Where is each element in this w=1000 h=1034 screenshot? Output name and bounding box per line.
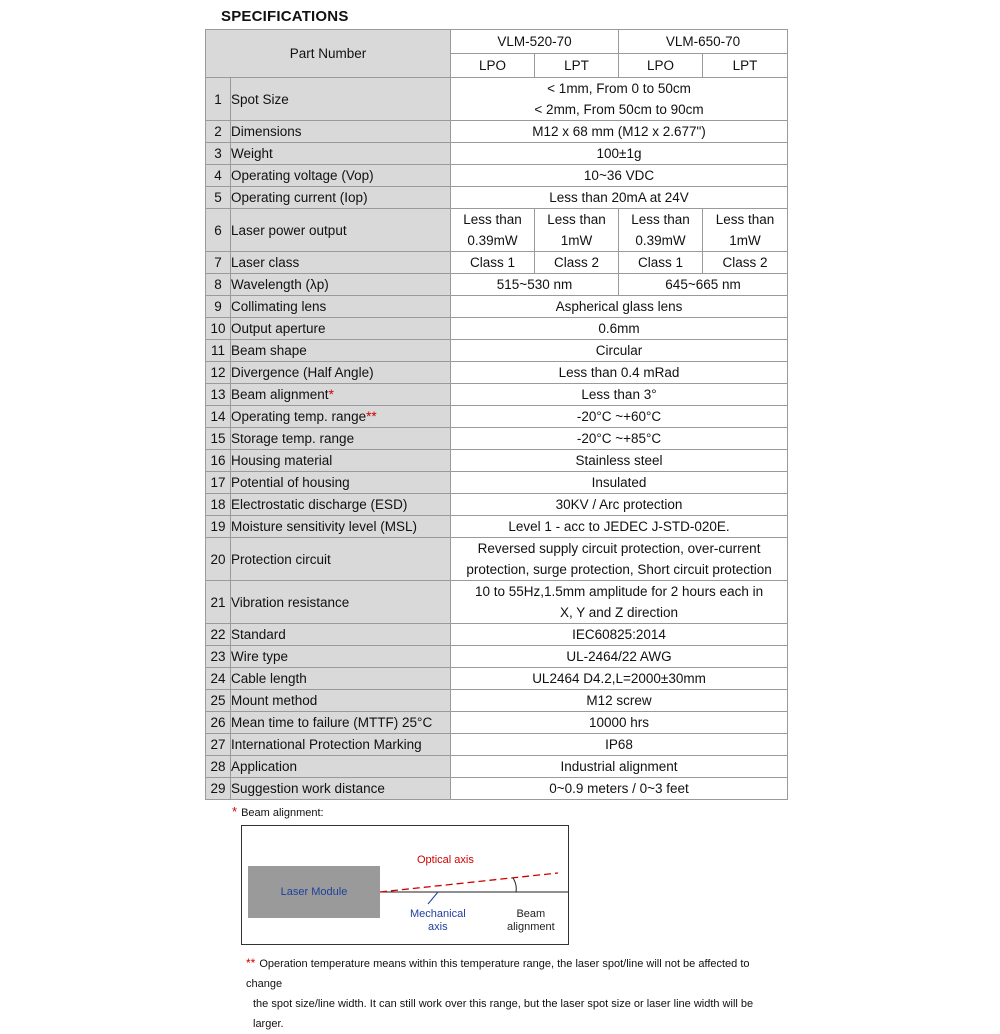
row-label [231,187,451,209]
mechanical-axis-label-line: Mechanical [410,908,466,920]
part-number-header: Part Number [206,30,451,78]
row-value: 100±1g [451,143,788,165]
spec-row [206,78,788,121]
row-number: 4 [206,165,231,187]
row-value: -20°C ~+85°C [451,428,788,450]
spec-row [206,384,788,406]
row-value [451,538,788,581]
row-label [231,296,451,318]
note-mark: ** [246,956,256,970]
row-label-text: Storage temp. range [231,431,355,446]
row-value-cell: Class 2 [703,252,788,274]
row-value: 10000 hrs [451,712,788,734]
row-number: 5 [206,187,231,209]
row-label [231,778,451,800]
row-label-text: Protection circuit [231,551,331,567]
row-label [231,690,451,712]
spec-row [206,581,788,624]
row-label-text: Wire type [231,649,289,664]
row-value: M12 screw [451,690,788,712]
row-value: UL-2464/22 AWG [451,646,788,668]
spec-row [206,494,788,516]
spec-row [206,406,788,428]
row-label-text: Beam shape [231,343,307,358]
row-value-line: 10 to 55Hz,1.5mm amplitude for 2 hours each in [474,584,764,599]
mechanical-axis-label-line: axis [428,921,448,933]
spec-row [206,428,788,450]
row-value-cell [535,209,619,252]
spec-row [206,340,788,362]
row-value-cell: Class 2 [535,252,619,274]
row-number: 10 [206,318,231,340]
row-value: Industrial alignment [451,756,788,778]
row-value-line: Reversed supply circuit protection, over-current [477,541,761,556]
row-label [231,78,451,121]
row-number: 15 [206,428,231,450]
row-value-line: Less than [715,212,775,227]
spec-row [206,318,788,340]
variant-header: LPT [703,54,788,78]
row-label [231,516,451,538]
spec-row [206,516,788,538]
row-value: UL2464 D4.2,L=2000±30mm [451,668,788,690]
row-label [231,450,451,472]
row-label-text: Mount method [231,693,318,708]
footnote-mark: * [328,387,334,402]
spec-table [205,29,788,800]
row-number: 6 [206,209,231,252]
row-number: 7 [206,252,231,274]
row-label [231,318,451,340]
spec-row [206,252,788,274]
row-number: 29 [206,778,231,800]
row-value: Aspherical glass lens [451,296,788,318]
row-label [231,581,451,624]
note-text: the spot size/line width. It can still work over this range, but the laser spot size or laser line width will be larger. [253,998,754,1030]
row-label [231,734,451,756]
row-label-text: Output aperture [231,321,326,336]
row-number: 11 [206,340,231,362]
note-mark: * [232,804,238,819]
row-label-text: Operating temp. range [231,409,367,424]
spec-row [206,668,788,690]
spec-row [206,778,788,800]
beam-alignment-label [507,908,555,934]
optical-axis-label: Optical axis [417,854,474,866]
row-label-text: Potential of housing [231,475,350,490]
row-number: 25 [206,690,231,712]
row-label [231,121,451,143]
row-value: 10~36 VDC [451,165,788,187]
row-value-cell [703,209,788,252]
row-number: 17 [206,472,231,494]
spec-row [206,209,788,252]
row-value-line: 0.39mW [635,233,686,248]
row-number: 23 [206,646,231,668]
spec-row [206,646,788,668]
spec-row [206,121,788,143]
row-label-text: Mean time to failure (MTTF) 25°C [231,715,433,730]
row-label [231,472,451,494]
row-label [231,209,451,252]
row-number: 26 [206,712,231,734]
row-number: 28 [206,756,231,778]
row-label-text: Collimating lens [231,299,327,314]
model-header: VLM-520-70 [451,30,619,54]
row-label-text: Vibration resistance [231,594,350,610]
row-label-text: Wavelength (λp) [231,277,329,292]
row-label-text: Laser class [231,255,300,270]
row-value [451,78,788,121]
row-label [231,252,451,274]
row-label-text: Suggestion work distance [231,781,385,796]
spec-row [206,450,788,472]
row-value-line: 1mW [729,233,761,248]
row-number: 19 [206,516,231,538]
spec-row [206,143,788,165]
row-label-text: Weight [231,146,273,161]
laser-module-block: Laser Module [248,866,380,918]
row-label [231,384,451,406]
row-value-line: 0.39mW [467,233,518,248]
row-number: 12 [206,362,231,384]
note-text: Beam alignment: [241,807,324,819]
row-number: 27 [206,734,231,756]
page-title: SPECIFICATIONS [221,8,349,25]
row-number: 22 [206,624,231,646]
spec-row [206,274,788,296]
row-number: 18 [206,494,231,516]
row-value-line: protection, surge protection, Short circuit protection [466,562,772,577]
header-row [206,30,788,54]
variant-header: LPT [535,54,619,78]
row-label [231,362,451,384]
row-value: M12 x 68 mm (M12 x 2.677") [451,121,788,143]
row-label-text: Operating current (Iop) [231,190,368,205]
spec-row [206,756,788,778]
row-label-text: Spot Size [231,91,289,107]
row-label [231,538,451,581]
row-label [231,143,451,165]
row-number: 8 [206,274,231,296]
row-value: 30KV / Arc protection [451,494,788,516]
spec-row [206,690,788,712]
row-label [231,428,451,450]
row-value: Level 1 - acc to JEDEC J-STD-020E. [451,516,788,538]
row-label [231,274,451,296]
row-number: 9 [206,296,231,318]
spec-row [206,538,788,581]
row-label [231,340,451,362]
row-label-text: Laser power output [231,222,347,238]
row-label [231,624,451,646]
row-label-text: Operating voltage (Vop) [231,168,374,183]
row-number: 16 [206,450,231,472]
mechanical-axis-label [410,908,466,934]
row-label-text: Electrostatic discharge (ESD) [231,497,408,512]
operation-temp-note [246,953,786,1034]
row-value: Stainless steel [451,450,788,472]
row-value: Less than 0.4 mRad [451,362,788,384]
spec-row [206,624,788,646]
row-number: 1 [206,78,231,121]
row-value: Insulated [451,472,788,494]
row-number: 3 [206,143,231,165]
row-value: IEC60825:2014 [451,624,788,646]
angle-arc [513,878,516,892]
beam-alignment-label-line: Beam [516,908,546,920]
spec-row [206,362,788,384]
row-value-line: 1mW [560,233,593,248]
beam-alignment-label-line: alignment [507,921,555,933]
row-value-cell: 645~665 nm [619,274,788,296]
variant-header: LPO [619,54,703,78]
row-value: 0~0.9 meters / 0~3 feet [451,778,788,800]
row-value-cell: Class 1 [619,252,703,274]
row-label-text: Housing material [231,453,333,468]
row-label-text: International Protection Marking [231,737,422,752]
row-value-cell: 515~530 nm [451,274,619,296]
leader-line [428,892,438,904]
row-value-line: Less than [463,212,522,227]
row-label-text: Cable length [231,671,307,686]
row-number: 2 [206,121,231,143]
note-text: Operation temperature means within this temperature range, the laser spot/line will not be affected to change [246,958,750,990]
row-number: 20 [206,538,231,581]
variant-header: LPO [451,54,535,78]
row-value: -20°C ~+60°C [451,406,788,428]
row-label-text: Standard [231,627,286,642]
model-header: VLM-650-70 [619,30,788,54]
row-label [231,646,451,668]
spec-row [206,472,788,494]
row-label [231,406,451,428]
spec-row [206,296,788,318]
row-label [231,165,451,187]
row-number: 14 [206,406,231,428]
row-label [231,712,451,734]
row-label [231,494,451,516]
row-value: Less than 3° [451,384,788,406]
beam-alignment-note [232,804,324,819]
beam-alignment-diagram [241,825,569,945]
row-value-line: X, Y and Z direction [559,605,679,620]
row-number: 13 [206,384,231,406]
row-value: IP68 [451,734,788,756]
row-number: 21 [206,581,231,624]
row-label [231,668,451,690]
row-value-line: < 2mm, From 50cm to 90cm [534,102,704,117]
spec-row [206,734,788,756]
spec-row [206,712,788,734]
row-label-text: Dimensions [231,124,302,139]
row-value-cell [619,209,703,252]
row-value-line: Less than [547,212,606,227]
row-value-cell [451,209,535,252]
row-label-text: Application [231,759,298,774]
spec-row [206,165,788,187]
footnote-mark: ** [366,409,377,424]
row-label-text: Moisture sensitivity level (MSL) [231,519,418,534]
row-value-cell: Class 1 [451,252,535,274]
row-label-text: Beam alignment [231,387,329,402]
row-label [231,756,451,778]
row-number: 24 [206,668,231,690]
row-label-text: Divergence (Half Angle) [231,365,374,380]
row-value: Circular [451,340,788,362]
spec-row [206,187,788,209]
row-value [451,581,788,624]
row-value-line: < 1mm, From 0 to 50cm [547,81,691,96]
optical-axis-line [380,873,558,892]
row-value-line: Less than [631,212,690,227]
row-value: 0.6mm [451,318,788,340]
row-value: Less than 20mA at 24V [451,187,788,209]
